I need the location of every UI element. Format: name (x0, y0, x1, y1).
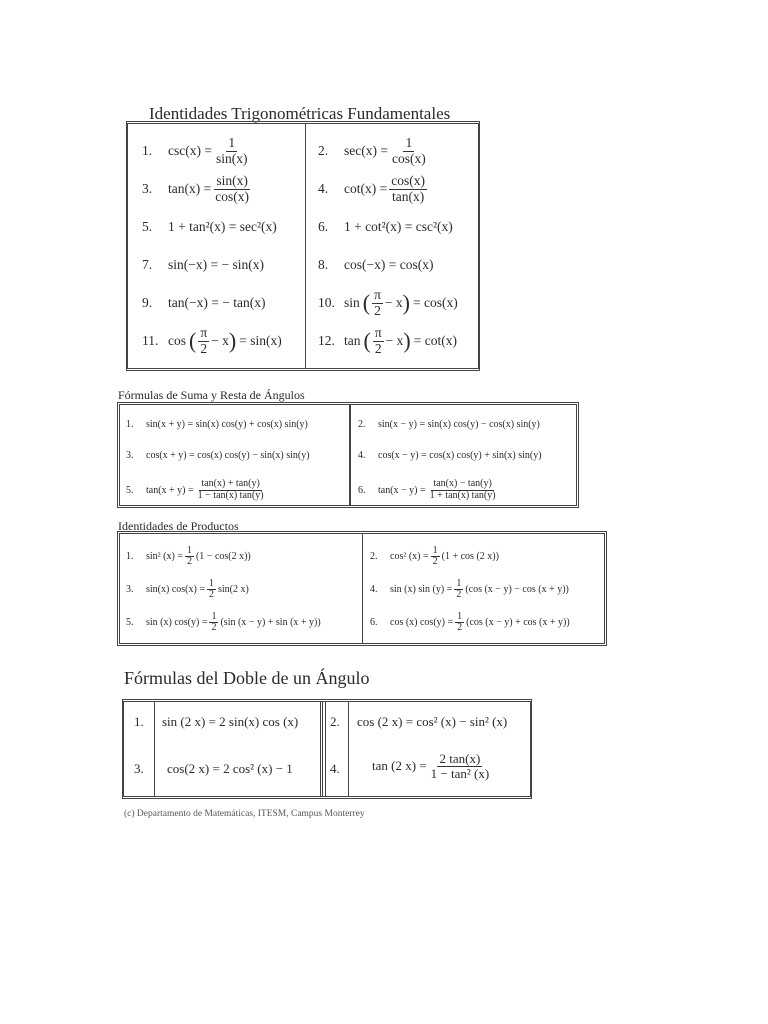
rhs: = cot(x) (413, 333, 457, 348)
identity-1 (142, 132, 282, 170)
formula: 1 + tan²(x) = sec²(x) (168, 219, 277, 234)
numerator: 1 (405, 135, 413, 151)
numerator: 2 tan(x) (439, 751, 481, 766)
formula: sin(−x) = − sin(x) (168, 257, 264, 272)
fundamental-left-column (142, 132, 282, 360)
numerator: 1 (432, 544, 438, 556)
numerator: π (374, 287, 381, 303)
sum-diff-left-column (126, 409, 310, 509)
double-index-3: 3. (134, 761, 144, 776)
identity-2 (318, 132, 458, 170)
index: 6. (370, 617, 378, 628)
products-table (117, 531, 607, 646)
lhs: sin² (x) = (146, 551, 183, 562)
index: 5. (126, 484, 134, 496)
lhs: tan(x + y) = (146, 484, 194, 496)
fraction (372, 288, 383, 317)
index: 1. (126, 551, 134, 562)
fraction (428, 479, 498, 501)
column-divider (349, 405, 351, 505)
index: 5. (142, 219, 153, 234)
formula: cos(x + y) = cos(x) cos(y) − sin(x) sin(y) (146, 450, 310, 461)
fundamental-table (126, 121, 480, 371)
numerator: 1 (228, 135, 236, 151)
sum-formula-2 (358, 409, 542, 440)
identity-7 (142, 246, 282, 284)
denominator: 2 (432, 556, 438, 567)
formula: cos(x − y) = cos(x) cos(y) + sin(x) sin(y) (378, 450, 542, 461)
denominator: 2 (208, 589, 214, 600)
double-angle-table (122, 699, 532, 799)
double-formula-4 (372, 752, 493, 780)
fraction (455, 612, 464, 634)
denominator: 1 + tan(x) tan(y) (429, 489, 496, 501)
product-formula-5 (126, 606, 321, 639)
formula: tan(−x) = − tan(x) (168, 295, 266, 310)
numerator: 1 (456, 577, 462, 589)
product-formula-4 (370, 573, 570, 606)
denominator: cos(x) (391, 150, 426, 166)
column-divider (362, 534, 363, 643)
denominator: sin(x) (215, 150, 248, 166)
products-title: Identidades de Productos (118, 519, 239, 533)
denominator: 2 (374, 340, 382, 356)
products-left-column (126, 540, 321, 639)
product-formula-3 (126, 573, 321, 606)
fraction (431, 546, 440, 568)
identity-5 (142, 208, 282, 246)
index: 6. (318, 219, 329, 234)
lhs: csc(x) = (168, 143, 212, 158)
sum-formula-3 (126, 440, 310, 471)
numerator: 1 (208, 577, 214, 589)
copyright-footer: (c) Departamento de Matemáticas, ITESM, Campus Monterrey (124, 809, 365, 819)
index: 3. (126, 450, 134, 461)
numerator: cos(x) (391, 173, 425, 189)
numerator: 1 (211, 610, 217, 622)
minus-x: − x (385, 333, 404, 348)
lhs: sin(x) cos(x) = (146, 584, 205, 595)
identity-6 (318, 208, 458, 246)
func: cos (168, 333, 186, 348)
rhs: (1 − cos(2 x)) (195, 551, 251, 562)
index: 8. (318, 257, 329, 272)
lhs: sin (x) cos(y) = (146, 617, 208, 628)
product-formula-1 (126, 540, 321, 573)
index: 4. (358, 450, 366, 461)
lhs: tan(x) = (168, 181, 212, 196)
sum-diff-table (117, 402, 579, 508)
fraction (207, 579, 216, 601)
sum-formula-1 (126, 409, 310, 440)
rhs: = sin(x) (239, 333, 282, 348)
fraction (454, 579, 463, 601)
lhs: sin (x) sin (y) = (390, 584, 453, 595)
denominator: tan(x) (391, 188, 425, 204)
lhs: cos² (x) = (390, 551, 429, 562)
double-formula-3: cos(2 x) = 2 cos² (x) − 1 (167, 761, 293, 776)
index: 11. (142, 333, 159, 348)
index: 5. (126, 617, 134, 628)
denominator: 1 − tan² (x) (430, 765, 490, 781)
minus-x: − x (211, 333, 229, 348)
identity-11 (142, 322, 282, 360)
identity-10 (318, 284, 458, 322)
index: 3. (142, 181, 153, 196)
double-index-4: 4. (330, 761, 340, 776)
fraction (185, 546, 194, 568)
rhs: sin(2 x) (217, 584, 249, 595)
lhs: cot(x) = (344, 181, 388, 196)
denominator: 1 − tan(x) tan(y) (197, 489, 264, 501)
numerator: π (200, 325, 208, 341)
index: 6. (358, 484, 366, 496)
identity-3 (142, 170, 282, 208)
fraction (390, 136, 428, 165)
denominator: 2 (374, 302, 381, 318)
fraction (196, 479, 266, 501)
sum-diff-title: Fórmulas de Suma y Resta de Ángulos (118, 388, 305, 402)
column-divider (154, 702, 155, 796)
index: 1. (126, 419, 134, 430)
fraction (198, 326, 209, 355)
numerator: 1 (186, 544, 192, 556)
fraction (389, 174, 427, 203)
formula: sin(x + y) = sin(x) cos(y) + cos(x) sin(y) (146, 419, 308, 430)
numerator: sin(x) (216, 173, 248, 189)
numerator: 1 (457, 610, 463, 622)
numerator: tan(x) + tan(y) (201, 478, 260, 489)
numerator: tan(x) − tan(y) (433, 478, 492, 489)
paren-left: ( (362, 290, 371, 315)
denominator: 2 (456, 589, 462, 600)
formula: sin(x − y) = sin(x) cos(y) − cos(x) sin(y) (378, 419, 540, 430)
index: 9. (142, 295, 153, 310)
paren-right: ) (403, 328, 411, 353)
index: 3. (126, 584, 134, 595)
index: 2. (318, 143, 329, 158)
rhs: (cos (x − y) + cos (x + y)) (466, 617, 570, 628)
func: sin (344, 295, 360, 310)
double-angle-title: Fórmulas del Doble de un Ángulo (124, 668, 370, 688)
formula: 1 + cot²(x) = csc²(x) (344, 219, 453, 234)
fraction (213, 174, 251, 203)
sum-diff-right-column (358, 409, 542, 509)
paren-right: ) (402, 290, 410, 315)
index: 2. (370, 551, 378, 562)
product-formula-6 (370, 606, 570, 639)
index: 12. (318, 333, 335, 348)
index: 10. (318, 295, 335, 310)
denominator: 2 (457, 622, 463, 633)
column-divider-double (320, 702, 323, 796)
double-formula-2: cos (2 x) = cos² (x) − sin² (x) (357, 714, 508, 729)
product-formula-2 (370, 540, 570, 573)
paren-left: ( (363, 328, 371, 353)
products-right-column (370, 540, 570, 639)
denominator: 2 (186, 556, 192, 567)
rhs: (1 + cos (2 x)) (441, 551, 499, 562)
identity-12 (318, 322, 458, 360)
sum-formula-4 (358, 440, 542, 471)
index: 2. (358, 419, 366, 430)
fraction (214, 136, 250, 165)
column-divider (348, 702, 349, 796)
identity-8 (318, 246, 458, 284)
index: 7. (142, 257, 153, 272)
fundamental-right-column (318, 132, 458, 360)
paren-left: ( (189, 328, 197, 353)
fraction (209, 612, 218, 634)
lhs: tan (2 x) = (372, 758, 427, 774)
lhs: cos (x) cos(y) = (390, 617, 454, 628)
column-divider (305, 124, 306, 368)
fraction (429, 752, 492, 780)
double-index-1: 1. (134, 714, 144, 729)
sum-formula-5 (126, 471, 310, 509)
numerator: π (374, 325, 382, 341)
denominator: 2 (200, 340, 208, 356)
func: tan (344, 333, 361, 348)
denominator: cos(x) (215, 188, 249, 204)
denominator: 2 (211, 622, 217, 633)
lhs: tan(x − y) = (378, 484, 426, 496)
formula: cos(−x) = cos(x) (344, 257, 434, 272)
lhs: sec(x) = (344, 143, 388, 158)
column-divider-inner (325, 702, 326, 796)
fraction (373, 326, 384, 355)
fundamental-title: Identidades Trigonométricas Fundamentales (149, 104, 451, 123)
index: 4. (318, 181, 329, 196)
rhs: = cos(x) (413, 295, 458, 310)
minus-x: − x (384, 295, 403, 310)
index: 1. (142, 143, 153, 158)
index: 4. (370, 584, 378, 595)
rhs: (sin (x − y) + sin (x + y)) (220, 617, 321, 628)
double-formula-1: sin (2 x) = 2 sin(x) cos (x) (162, 714, 299, 729)
identity-9 (142, 284, 282, 322)
identity-4 (318, 170, 458, 208)
rhs: (cos (x − y) − cos (x + y)) (465, 584, 569, 595)
paren-right: ) (228, 328, 237, 353)
sum-formula-6 (358, 471, 542, 509)
double-index-2: 2. (330, 714, 340, 729)
